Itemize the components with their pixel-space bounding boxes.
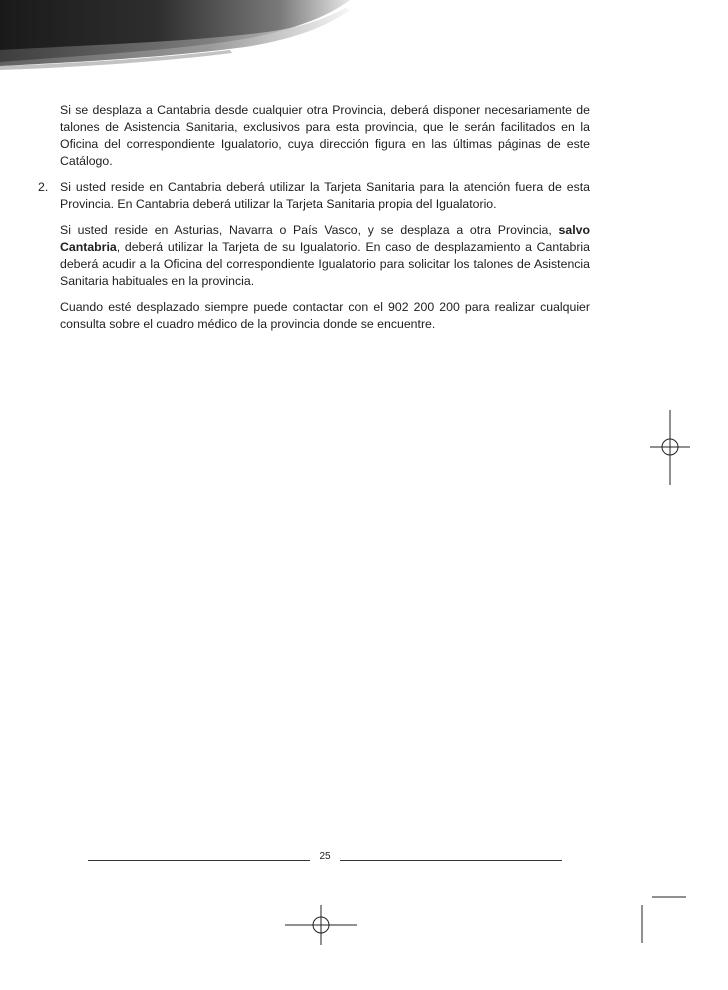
body-text [38,102,590,342]
paragraph-contact: Cuando esté desplazado siempre puede contactar con el 902 200 200 para realizar cualquier consulta sobre el cuadro médico de la provincia donde se encuentre. [60,300,590,331]
paragraph-cantabria-travel: Si se desplaza a Cantabria desde cualquier otra Provincia, deberá disponer necesariamente de talones de Asistencia Sanitaria, exclusivos para esta provincia, que le serán facilitados en la Oficina del correspondiente Igualatorio, cuya dirección figura en las últimas páginas de este Catálogo. [60,103,590,168]
crop-mark-bottom-right [638,893,688,945]
emphasis-salvo-cantabria: salvo Cantabria [60,223,590,254]
paragraph-other-provinces [60,222,590,290]
paragraph-text-before: Si usted reside en Asturias, Navarra o País Vasco, y se desplaza a otra Provincia, [60,223,559,237]
list-item-2 [38,179,590,213]
list-item-text: Si usted reside en Cantabria deberá utilizar la Tarjeta Sanitaria para la atención fuera de esta Provincia. En Cantabria deberá utilizar la Tarjeta Sanitaria propia del Igualatorio. [60,180,590,211]
footer-rule-right [340,860,562,861]
paragraph-text-after: , deberá utilizar la Tarjeta de su Igualatorio. En caso de desplazamiento a Cantabria deberá acudir a la Oficina del correspondiente Igualatorio para solicitar los talones de Asistencia Sanitaria habituales en la provincia. [60,240,590,288]
registration-mark-bottom [285,905,357,945]
registration-mark-right [650,410,690,485]
footer-rule-left [88,860,310,861]
page-number: 25 [319,851,331,862]
list-item-number: 2. [38,180,49,194]
header-swoosh-graphic [0,0,728,80]
